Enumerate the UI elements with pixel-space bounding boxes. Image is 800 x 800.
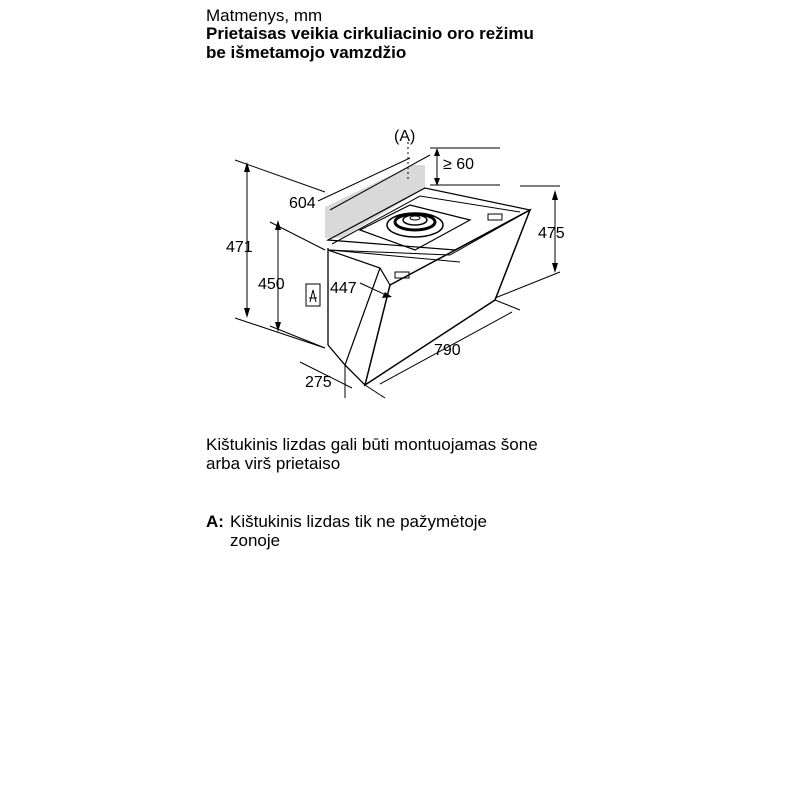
socket-note [206, 435, 538, 473]
legend-text-line-2: zonoje [230, 531, 281, 550]
dim-790-label: 790 [434, 342, 461, 359]
dim-604-label: 604 [289, 195, 316, 212]
title-line-2: be išmetamojo vamzdžio [206, 43, 407, 62]
title-line-1: Prietaisas veikia cirkuliacinio oro režimu [206, 24, 534, 43]
dim-60-label: ≥ 60 [443, 156, 475, 173]
socket-symbol-icon [306, 284, 320, 306]
zone-a-label: (A) [394, 128, 416, 145]
dim-275-label: 275 [305, 374, 332, 391]
socket-note-line-2: arba virš prietaiso [206, 454, 341, 473]
legend-key: A: [206, 512, 224, 531]
socket-note-line-1: Kištukinis lizdas gali būti montuojamas šone [206, 435, 538, 454]
subtitle: Matmenys, mm [206, 6, 323, 25]
dim-450-label: 450 [258, 276, 285, 293]
dim-475-label: 475 [538, 225, 565, 242]
legend-text-line-1: Kištukinis lizdas tik ne pažymėtoje [230, 512, 488, 531]
dim-447-label: 447 [330, 280, 357, 297]
dim-471-label: 471 [226, 239, 253, 256]
